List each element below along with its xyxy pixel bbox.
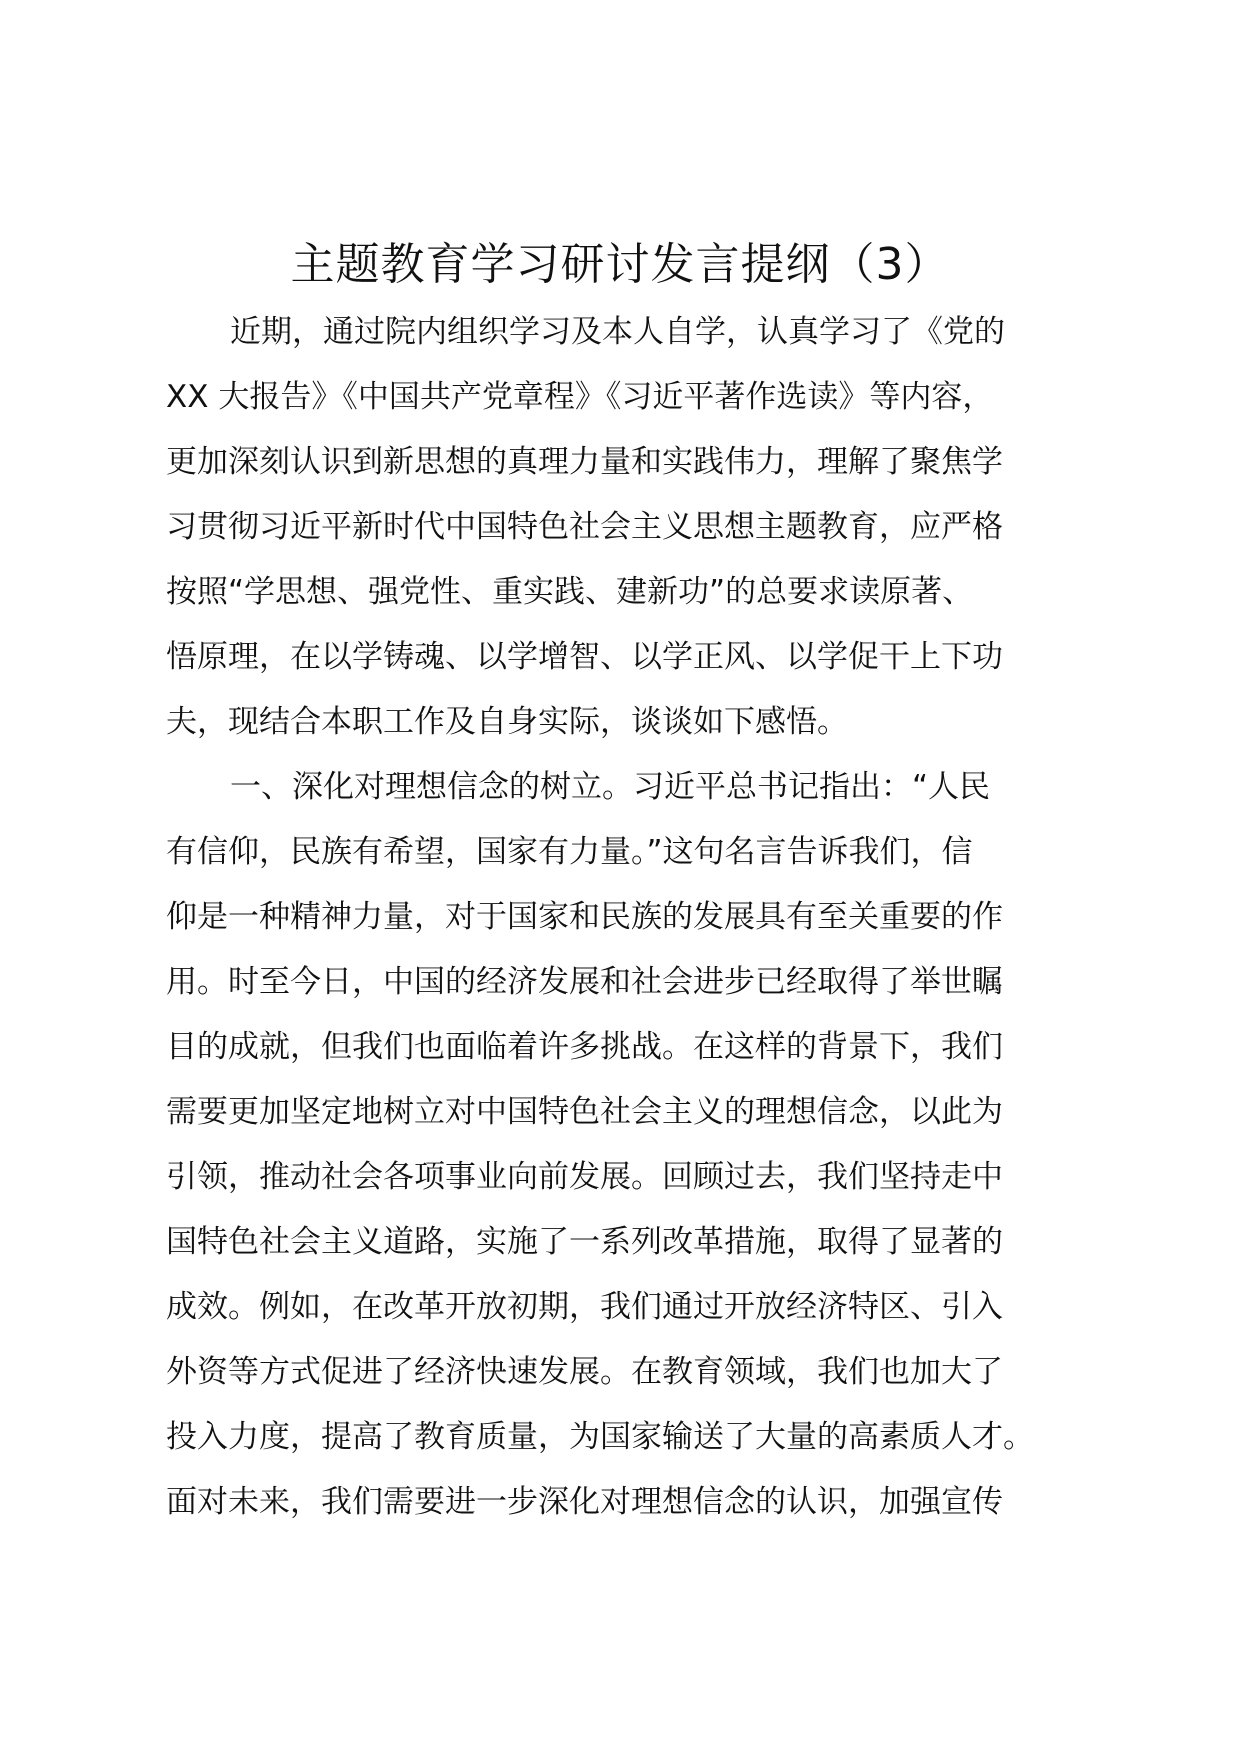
paragraph-1-line: 按照“学思想、强党性、重实践、建新功”的总要求读原著、 <box>166 574 974 610</box>
paragraph-1-line: 悟原理，在以学铸魂、以学增智、以学正风、以学促干上下功 <box>166 639 1003 675</box>
paragraph-1-line: 更加深刻认识到新思想的真理力量和实践伟力，理解了聚焦学 <box>166 444 1003 480</box>
document-title: 主题教育学习研讨发言提纲（3） <box>290 239 950 290</box>
paragraph-2-line: 外资等方式促进了经济快速发展。在教育领域，我们也加大了 <box>166 1354 1003 1390</box>
paragraph-2-line: 一、深化对理想信念的树立。习近平总书记指出：“人民 <box>230 769 991 805</box>
paragraph-2-line: 目的成就，但我们也面临着许多挑战。在这样的背景下，我们 <box>166 1029 1003 1065</box>
paragraph-2-line: 有信仰，民族有希望，国家有力量。”这句名言告诉我们，信 <box>166 834 973 870</box>
paragraph-2-line: 仰是一种精神力量，对于国家和民族的发展具有至关重要的作 <box>166 899 1003 935</box>
paragraph-2-line: 成效。例如，在改革开放初期，我们通过开放经济特区、引入 <box>166 1289 1003 1325</box>
paragraph-1-line: 夫，现结合本职工作及自身实际，谈谈如下感悟。 <box>166 704 848 740</box>
paragraph-1-line: 近期，通过院内组织学习及本人自学，认真学习了《党的 <box>230 314 1005 350</box>
paragraph-2-line: 引领，推动社会各项事业向前发展。回顾过去，我们坚持走中 <box>166 1159 1003 1195</box>
paragraph-2-line: 用。时至今日，中国的经济发展和社会进步已经取得了举世瞩 <box>166 964 1003 1000</box>
paragraph-2-line: 需要更加坚定地树立对中国特色社会主义的理想信念，以此为 <box>166 1094 1003 1130</box>
paragraph-2-line: 国特色社会主义道路，实施了一系列改革措施，取得了显著的 <box>166 1224 1003 1260</box>
document-body <box>166 300 1086 1535</box>
paragraph-1-line: 习贯彻习近平新时代中国特色社会主义思想主题教育，应严格 <box>166 509 1003 545</box>
paragraph-2-line: 投入力度，提高了教育质量，为国家输送了大量的高素质人才。 <box>166 1419 1034 1455</box>
paragraph-1-line: XX 大报告》《中国共产党章程》《习近平著作选读》等内容， <box>166 379 994 415</box>
paragraph-2-line: 面对未来，我们需要进一步深化对理想信念的认识，加强宣传 <box>166 1484 1003 1520</box>
